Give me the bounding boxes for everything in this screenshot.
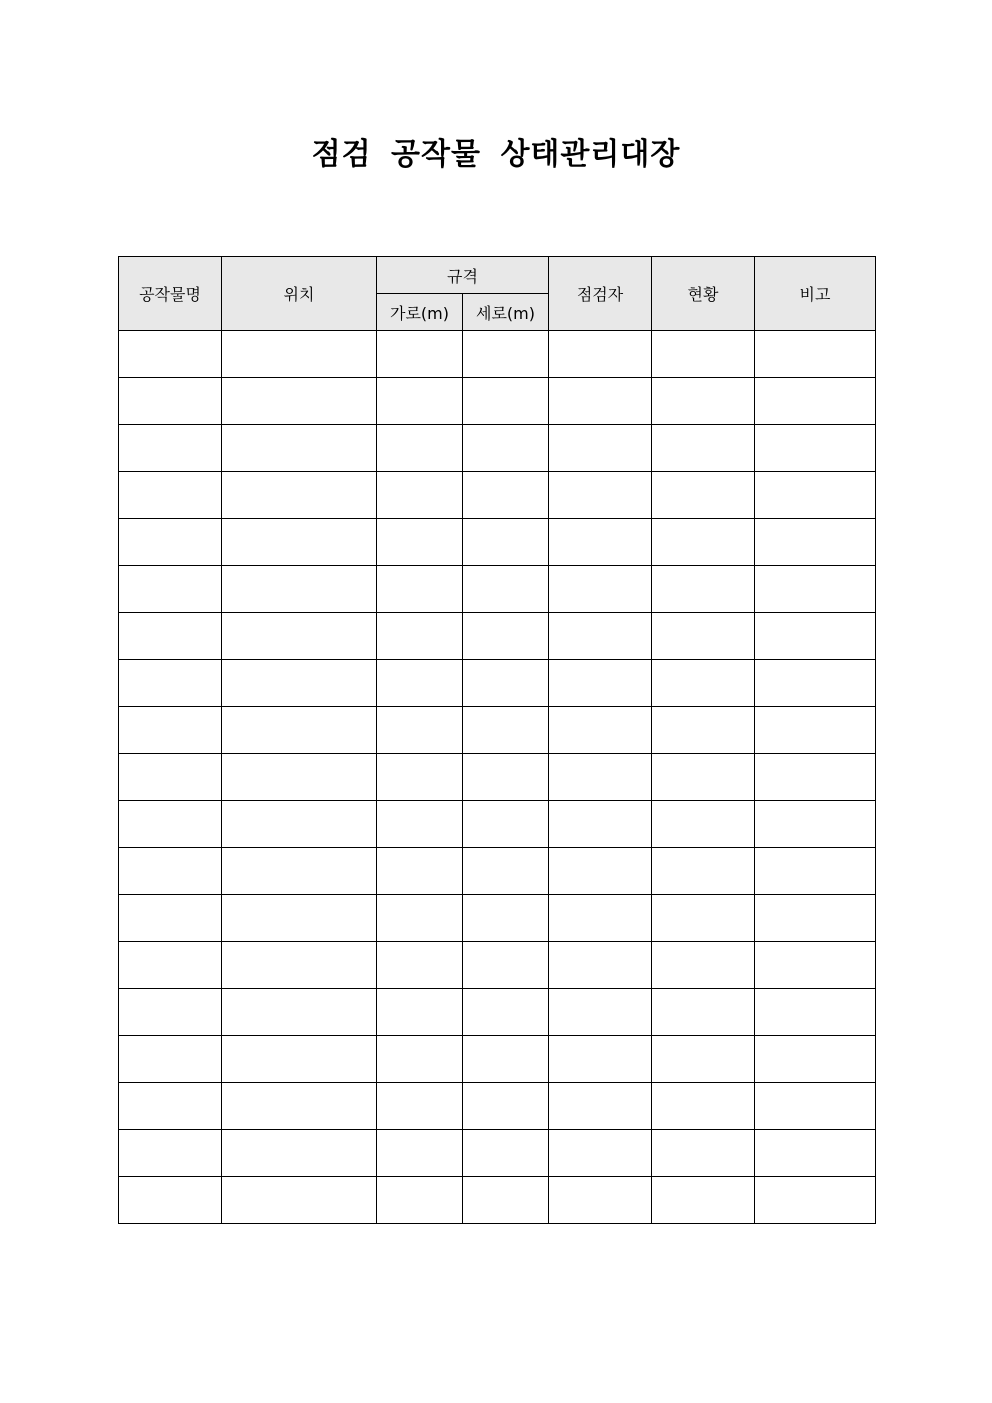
inspector-cell[interactable]	[549, 754, 652, 801]
remarks-cell[interactable]	[755, 1036, 876, 1083]
height-cell[interactable]	[463, 1177, 549, 1224]
location-cell[interactable]	[222, 331, 377, 378]
width-cell[interactable]	[377, 425, 463, 472]
inspector-cell[interactable]	[549, 660, 652, 707]
width-cell[interactable]	[377, 1036, 463, 1083]
inspector-cell[interactable]	[549, 895, 652, 942]
name-cell[interactable]	[119, 613, 222, 660]
name-cell[interactable]	[119, 942, 222, 989]
table-body	[119, 331, 876, 1224]
height-cell[interactable]	[463, 425, 549, 472]
inspector-cell[interactable]	[549, 1177, 652, 1224]
table-row	[119, 378, 876, 425]
page-title: 점검 공작물 상태관리대장	[311, 137, 681, 172]
height-cell[interactable]	[463, 942, 549, 989]
width-cell[interactable]	[377, 378, 463, 425]
height-cell[interactable]	[463, 1083, 549, 1130]
status-cell[interactable]	[652, 848, 755, 895]
status-cell[interactable]	[652, 566, 755, 613]
table-row	[119, 1036, 876, 1083]
location-cell[interactable]	[222, 801, 377, 848]
name-cell[interactable]	[119, 472, 222, 519]
table-row	[119, 331, 876, 378]
width-cell[interactable]	[377, 1083, 463, 1130]
remarks-cell[interactable]	[755, 1177, 876, 1224]
remarks-cell[interactable]	[755, 613, 876, 660]
inspector-cell[interactable]	[549, 613, 652, 660]
header-status: 현황	[652, 257, 755, 331]
header-width: 가로(m)	[377, 294, 463, 331]
remarks-cell[interactable]	[755, 801, 876, 848]
table-row	[119, 660, 876, 707]
inspector-cell[interactable]	[549, 848, 652, 895]
width-cell[interactable]	[377, 519, 463, 566]
width-cell[interactable]	[377, 613, 463, 660]
header-height: 세로(m)	[463, 294, 549, 331]
location-cell[interactable]	[222, 1130, 377, 1177]
name-cell[interactable]	[119, 754, 222, 801]
name-cell[interactable]	[119, 848, 222, 895]
inspector-cell[interactable]	[549, 801, 652, 848]
location-cell[interactable]	[222, 660, 377, 707]
remarks-cell[interactable]	[755, 707, 876, 754]
inspector-cell[interactable]	[549, 707, 652, 754]
width-cell[interactable]	[377, 801, 463, 848]
name-cell[interactable]	[119, 895, 222, 942]
height-cell[interactable]	[463, 331, 549, 378]
width-cell[interactable]	[377, 895, 463, 942]
width-cell[interactable]	[377, 1177, 463, 1224]
location-cell[interactable]	[222, 472, 377, 519]
remarks-cell[interactable]	[755, 519, 876, 566]
width-cell[interactable]	[377, 1130, 463, 1177]
width-cell[interactable]	[377, 331, 463, 378]
inspector-cell[interactable]	[549, 425, 652, 472]
header-remarks: 비고	[755, 257, 876, 331]
location-cell[interactable]	[222, 989, 377, 1036]
remarks-cell[interactable]	[755, 895, 876, 942]
status-cell[interactable]	[652, 942, 755, 989]
inspector-cell[interactable]	[549, 378, 652, 425]
location-cell[interactable]	[222, 754, 377, 801]
width-cell[interactable]	[377, 942, 463, 989]
table-row	[119, 1083, 876, 1130]
header-structure-name: 공작물명	[119, 257, 222, 331]
remarks-cell[interactable]	[755, 472, 876, 519]
name-cell[interactable]	[119, 989, 222, 1036]
remarks-cell[interactable]	[755, 425, 876, 472]
height-cell[interactable]	[463, 754, 549, 801]
location-cell[interactable]	[222, 1083, 377, 1130]
name-cell[interactable]	[119, 378, 222, 425]
table-row	[119, 472, 876, 519]
height-cell[interactable]	[463, 613, 549, 660]
table-row	[119, 989, 876, 1036]
name-cell[interactable]	[119, 1177, 222, 1224]
height-cell[interactable]	[463, 848, 549, 895]
header-spec: 규격	[377, 257, 549, 294]
table-row	[119, 613, 876, 660]
status-cell[interactable]	[652, 754, 755, 801]
status-cell[interactable]	[652, 989, 755, 1036]
height-cell[interactable]	[463, 1130, 549, 1177]
location-cell[interactable]	[222, 519, 377, 566]
location-cell[interactable]	[222, 895, 377, 942]
height-cell[interactable]	[463, 378, 549, 425]
inspector-cell[interactable]	[549, 1036, 652, 1083]
width-cell[interactable]	[377, 472, 463, 519]
table-row	[119, 707, 876, 754]
inspector-cell[interactable]	[549, 566, 652, 613]
name-cell[interactable]	[119, 801, 222, 848]
table-row	[119, 1177, 876, 1224]
status-cell[interactable]	[652, 331, 755, 378]
inspector-cell[interactable]	[549, 1083, 652, 1130]
table-row	[119, 566, 876, 613]
width-cell[interactable]	[377, 660, 463, 707]
remarks-cell[interactable]	[755, 942, 876, 989]
location-cell[interactable]	[222, 1036, 377, 1083]
status-cell[interactable]	[652, 425, 755, 472]
table-row	[119, 519, 876, 566]
table-row	[119, 895, 876, 942]
status-cell[interactable]	[652, 378, 755, 425]
remarks-cell[interactable]	[755, 566, 876, 613]
remarks-cell[interactable]	[755, 378, 876, 425]
status-cell[interactable]	[652, 801, 755, 848]
table-row	[119, 942, 876, 989]
height-cell[interactable]	[463, 895, 549, 942]
name-cell[interactable]	[119, 1130, 222, 1177]
width-cell[interactable]	[377, 989, 463, 1036]
remarks-cell[interactable]	[755, 754, 876, 801]
status-cell[interactable]	[652, 895, 755, 942]
name-cell[interactable]	[119, 566, 222, 613]
location-cell[interactable]	[222, 707, 377, 754]
width-cell[interactable]	[377, 754, 463, 801]
inspector-cell[interactable]	[549, 1130, 652, 1177]
status-ledger-table	[118, 256, 876, 1224]
width-cell[interactable]	[377, 707, 463, 754]
remarks-cell[interactable]	[755, 660, 876, 707]
remarks-cell[interactable]	[755, 1083, 876, 1130]
status-cell[interactable]	[652, 707, 755, 754]
inspector-cell[interactable]	[549, 331, 652, 378]
table-row	[119, 801, 876, 848]
status-cell[interactable]	[652, 613, 755, 660]
inspector-cell[interactable]	[549, 472, 652, 519]
height-cell[interactable]	[463, 707, 549, 754]
name-cell[interactable]	[119, 331, 222, 378]
status-cell[interactable]	[652, 1177, 755, 1224]
width-cell[interactable]	[377, 848, 463, 895]
name-cell[interactable]	[119, 660, 222, 707]
name-cell[interactable]	[119, 1036, 222, 1083]
name-cell[interactable]	[119, 425, 222, 472]
remarks-cell[interactable]	[755, 1130, 876, 1177]
location-cell[interactable]	[222, 848, 377, 895]
name-cell[interactable]	[119, 1083, 222, 1130]
height-cell[interactable]	[463, 660, 549, 707]
location-cell[interactable]	[222, 425, 377, 472]
height-cell[interactable]	[463, 1036, 549, 1083]
height-cell[interactable]	[463, 519, 549, 566]
table-row	[119, 1130, 876, 1177]
location-cell[interactable]	[222, 1177, 377, 1224]
height-cell[interactable]	[463, 472, 549, 519]
location-cell[interactable]	[222, 942, 377, 989]
height-cell[interactable]	[463, 566, 549, 613]
name-cell[interactable]	[119, 707, 222, 754]
status-cell[interactable]	[652, 1130, 755, 1177]
location-cell[interactable]	[222, 613, 377, 660]
height-cell[interactable]	[463, 801, 549, 848]
name-cell[interactable]	[119, 519, 222, 566]
status-cell[interactable]	[652, 472, 755, 519]
status-cell[interactable]	[652, 519, 755, 566]
width-cell[interactable]	[377, 566, 463, 613]
remarks-cell[interactable]	[755, 848, 876, 895]
remarks-cell[interactable]	[755, 331, 876, 378]
status-cell[interactable]	[652, 660, 755, 707]
inspector-cell[interactable]	[549, 989, 652, 1036]
inspector-cell[interactable]	[549, 519, 652, 566]
table-row	[119, 848, 876, 895]
location-cell[interactable]	[222, 378, 377, 425]
location-cell[interactable]	[222, 566, 377, 613]
header-location: 위치	[222, 257, 377, 331]
height-cell[interactable]	[463, 989, 549, 1036]
table-row	[119, 754, 876, 801]
status-cell[interactable]	[652, 1083, 755, 1130]
table-row	[119, 425, 876, 472]
status-cell[interactable]	[652, 1036, 755, 1083]
inspector-cell[interactable]	[549, 942, 652, 989]
remarks-cell[interactable]	[755, 989, 876, 1036]
header-inspector: 점검자	[549, 257, 652, 331]
